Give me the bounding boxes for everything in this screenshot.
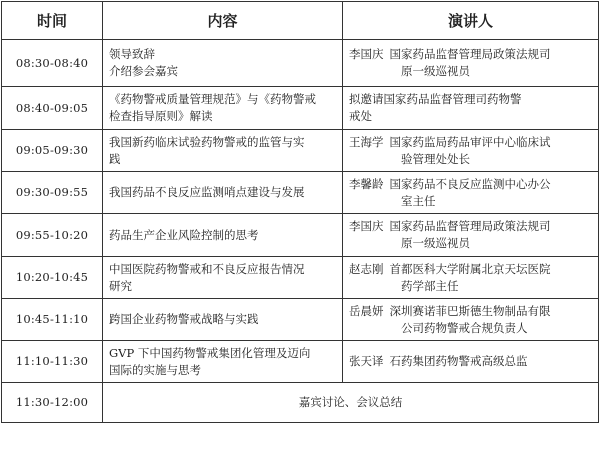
header-row (2, 2, 599, 40)
table-row (2, 299, 599, 341)
table-row (2, 257, 599, 299)
content-cell (103, 172, 343, 214)
content-line: 领导致辞 (109, 47, 155, 61)
content-cell (103, 299, 343, 341)
content-line: 践 (109, 151, 121, 166)
content-cell (103, 40, 343, 87)
time-cell: 11:10-11:30 (2, 341, 103, 383)
speaker-name: 岳晨妍 (349, 303, 384, 318)
speaker-cell (343, 40, 599, 87)
speaker-cell (343, 257, 599, 299)
table-row (2, 87, 599, 130)
speaker-title: 室主任 (401, 193, 436, 208)
speaker-name: 李国庆 (349, 47, 384, 61)
header-time: 时间 (2, 2, 103, 40)
speaker-title: 公司药物警戒合规负责人 (401, 320, 528, 335)
speaker-title: 首都医科大学附属北京天坛医院 (389, 261, 551, 276)
content-cell (103, 341, 343, 383)
agenda-table (1, 1, 599, 423)
time-cell: 09:05-09:30 (2, 130, 103, 172)
time-cell: 09:30-09:55 (2, 172, 103, 214)
content-line: 跨国企业药物警戒战略与实践 (109, 312, 259, 326)
speaker-title: 国家药品监督管理局政策法规司 (389, 47, 551, 61)
content-line: 检查指导原则》解读 (109, 109, 213, 123)
speaker-cell (343, 87, 599, 130)
table-row (2, 383, 599, 423)
time-cell: 11:30-12:00 (2, 383, 103, 423)
speaker-title: 原一级巡视员 (401, 64, 470, 78)
content-cell (103, 87, 343, 130)
speaker-title: 药学部主任 (401, 278, 459, 293)
table-row (2, 341, 599, 383)
content-line: 研究 (109, 278, 132, 293)
speaker-cell (343, 130, 599, 172)
time-cell: 09:55-10:20 (2, 214, 103, 257)
header-content: 内容 (103, 2, 343, 40)
content-line: 介绍参会嘉宾 (109, 64, 178, 78)
content-cell (103, 130, 343, 172)
speaker-name: 张天译 (349, 354, 384, 368)
speaker-name: 李馨龄 (349, 176, 384, 191)
table-row (2, 40, 599, 87)
time-cell: 10:20-10:45 (2, 257, 103, 299)
content-line: GVP 下中国药物警戒集团化管理及迈向 (109, 345, 311, 360)
content-line: 国际的实施与思考 (109, 362, 201, 377)
content-line: 《药物警戒质量管理规范》与《药物警戒 (109, 92, 316, 106)
speaker-title: 石药集团药物警戒高级总监 (389, 354, 528, 368)
speaker-title: 国家药监局药品审评中心临床试 (389, 134, 551, 149)
content-line: 药品生产企业风险控制的思考 (109, 227, 259, 242)
time-cell: 08:30-08:40 (2, 40, 103, 87)
speaker-title: 原一级巡视员 (401, 236, 470, 250)
speaker-title: 戒处 (349, 109, 372, 123)
content-cell (103, 214, 343, 257)
time-cell: 10:45-11:10 (2, 299, 103, 341)
discussion-cell: 嘉宾讨论、会议总结 (103, 383, 599, 423)
speaker-cell (343, 299, 599, 341)
content-line: 我国新药临床试验药物警戒的监管与实 (109, 134, 305, 149)
speaker-name: 李国庆 (349, 219, 384, 233)
speaker-cell (343, 341, 599, 383)
speaker-name: 赵志刚 (349, 261, 384, 276)
speaker-title: 国家药品不良反应监测中心办公 (389, 176, 551, 191)
speaker-cell (343, 172, 599, 214)
speaker-cell (343, 214, 599, 257)
speaker-title: 深圳赛诺菲巴斯德生物制品有限 (389, 303, 551, 318)
header-speaker: 演讲人 (343, 2, 599, 40)
speaker-title: 验管理处处长 (401, 151, 470, 166)
content-line: 我国药品不良反应监测哨点建设与发展 (109, 185, 305, 199)
table-row (2, 214, 599, 257)
speaker-title: 拟邀请国家药品监督管理司药物警 (349, 92, 522, 106)
table-row (2, 172, 599, 214)
time-cell: 08:40-09:05 (2, 87, 103, 130)
content-line: 中国医院药物警戒和不良反应报告情况 (109, 261, 305, 276)
speaker-name: 王海学 (349, 134, 384, 149)
speaker-title: 国家药品监督管理局政策法规司 (389, 219, 551, 233)
table-row (2, 130, 599, 172)
content-cell (103, 257, 343, 299)
